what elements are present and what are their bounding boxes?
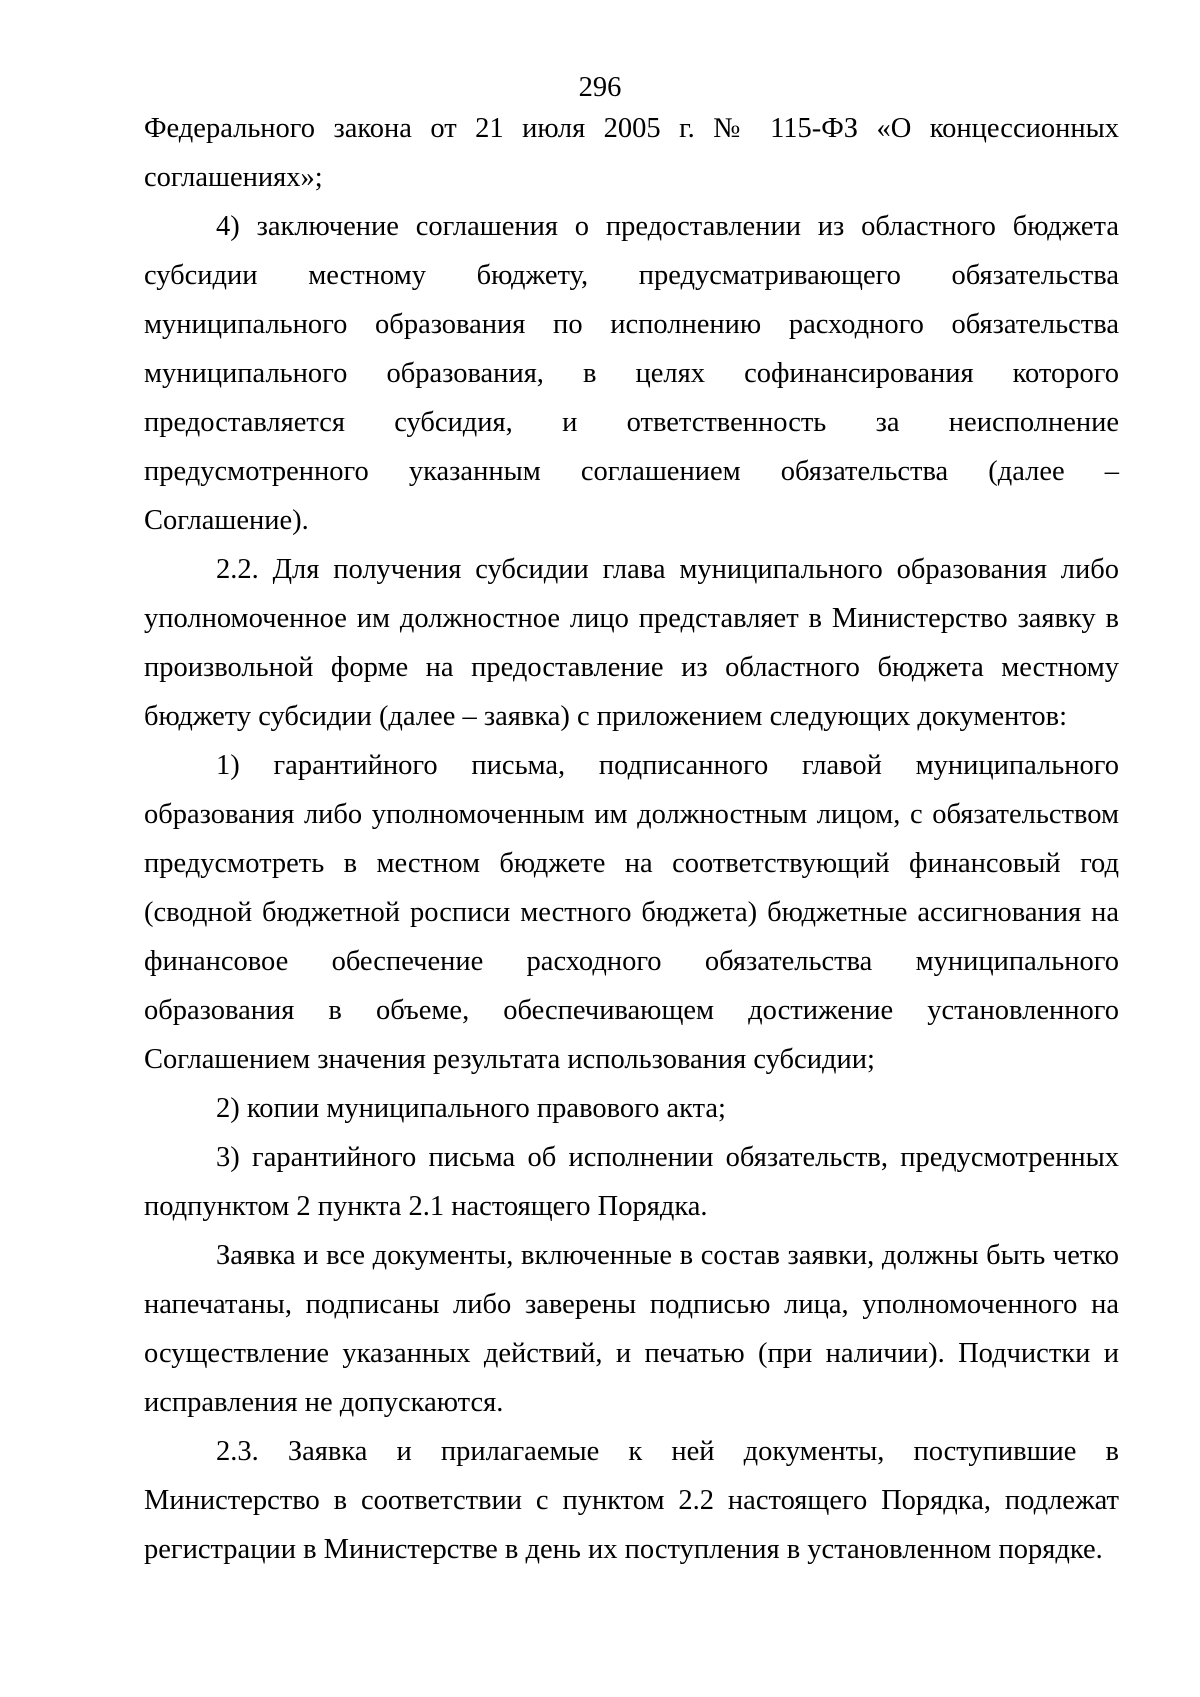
paragraph-2-2: 2.2. Для получения субсидии глава муниципального образования либо уполномоченное им должностное лицо представляет в Министерство заявку в произвольной форме на предоставление из областного бюджета местному бюджету субсидии (далее – заявка) с приложением следующих документов:: [144, 554, 1119, 732]
paragraph-subitem-2: 2) копии муниципального правового акта;: [216, 1093, 726, 1124]
paragraph-item-4: 4) заключение соглашения о предоставлении из областного бюджета субсидии местному бюджету, предусматривающего обязательства муниципального образования по исполнению расходного обязательства муниципального образования, в целях софинансирования которого предоставляется субсидия, и ответственность за неисполнение предусмотренного указанным соглашением обязательства (далее – Соглашение).: [144, 211, 1119, 536]
document-body: [144, 104, 1119, 1574]
paragraph-2-3: 2.3. Заявка и прилагаемые к ней документы, поступившие в Министерство в соответствии с пунктом 2.2 настоящего Порядка, подлежат регистрации в Министерстве в день их поступления в установленном порядке.: [144, 1436, 1119, 1565]
page-number: 296: [578, 72, 622, 103]
paragraph-subitem-3: 3) гарантийного письма об исполнении обязательств, предусмотренных подпунктом 2 пункта 2.1 настоящего Порядка.: [144, 1142, 1119, 1222]
paragraph-application-requirements: Заявка и все документы, включенные в состав заявки, должны быть четко напечатаны, подписаны либо заверены подписью лица, уполномоченного на осуществление указанных действий, и печатью (при наличии). Подчистки и исправления не допускаются.: [144, 1240, 1119, 1418]
paragraph-subitem-1: 1) гарантийного письма, подписанного главой муниципального образования либо уполномоченным им должностным лицом, с обязательством предусмотреть в местном бюджете на соответствующий финансовый год (сводной бюджетной росписи местного бюджета) бюджетные ассигнования на финансовое обеспечение расходного обязательства муниципального образования в объеме, обеспечивающем достижение установленного Соглашением значения результата использования субсидии;: [144, 750, 1119, 1075]
paragraph-continuation: Федерального закона от 21 июля 2005 г. № 115-ФЗ «О концессионных соглашениях»;: [144, 113, 1119, 193]
